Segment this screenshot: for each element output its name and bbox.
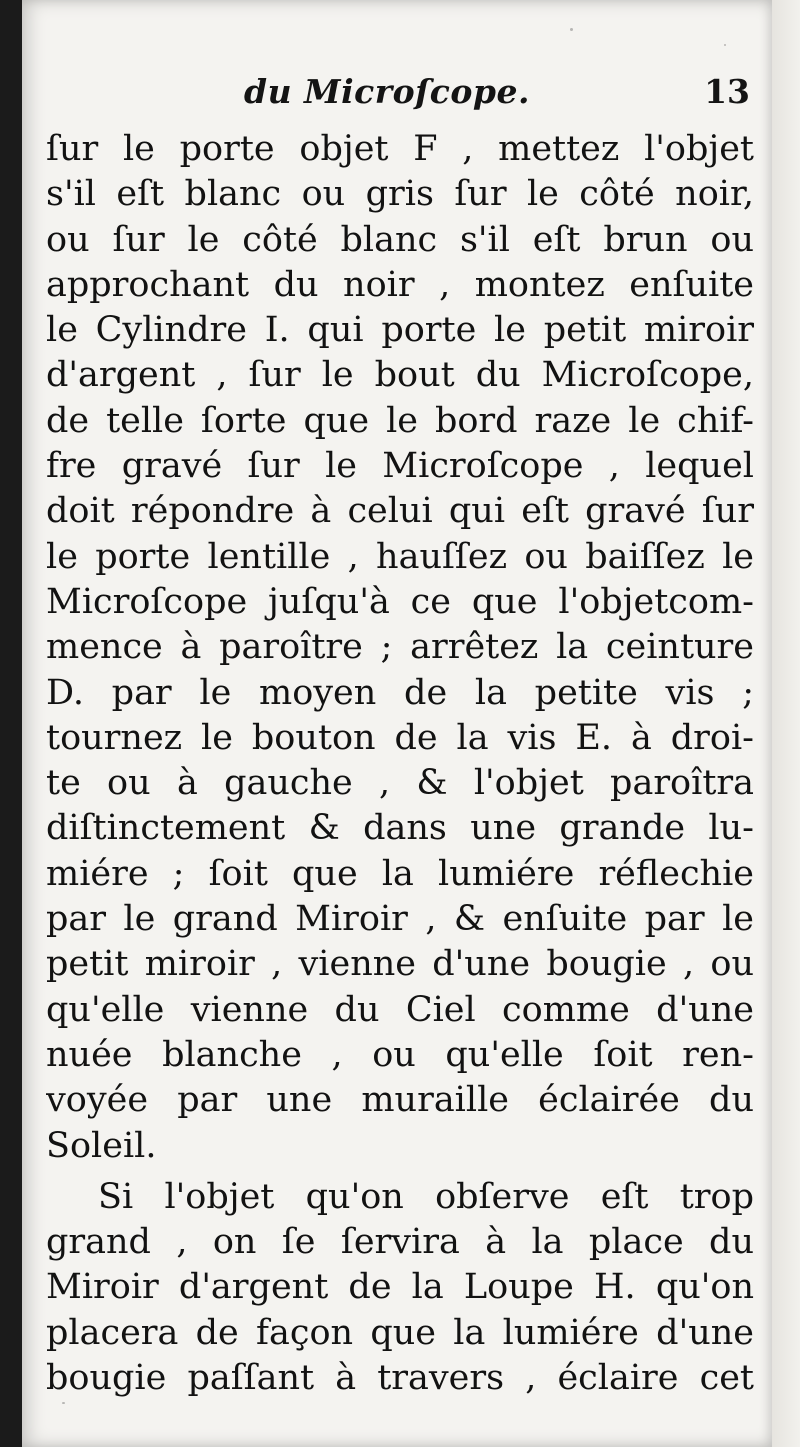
text-line: ou ſur le côté blanc s'il eſt brun ou (46, 219, 754, 260)
paper-speck (724, 44, 726, 46)
text-line: le Cylindre I. qui porte le petit miroir (46, 310, 754, 351)
running-title: du Microſcope. (244, 72, 530, 111)
body-text (46, 127, 754, 1401)
text-line: s'il eſt blanc ou gris ſur le côté noir, (46, 174, 754, 215)
text-line: de telle ſorte que le bord raze le chif- (46, 400, 754, 441)
page-header (22, 70, 772, 120)
text-line: Si l'objet qu'on obſerve eſt trop (98, 1176, 754, 1217)
paper-speck (62, 1402, 65, 1404)
text-line: D. par le moyen de la petite vis ; (46, 672, 754, 713)
text-line: placera de façon que la lumiére d'une (46, 1312, 754, 1353)
text-line: te ou à gauche , & l'objet paroîtra (46, 763, 754, 804)
text-line: bougie paſſant à travers , éclaire cet (46, 1358, 754, 1399)
text-line: tournez le bouton de la vis E. à droi- (46, 717, 754, 758)
text-line: miére ; ſoit que la lumiére réflechie (46, 853, 754, 894)
text-line: diſtinctement & dans une grande lu- (46, 808, 754, 849)
text-line: d'argent , ſur le bout du Microſcope, (46, 355, 754, 396)
text-line: le porte lentille , hauſſez ou baiſſez le (46, 536, 754, 577)
text-line: petit miroir , vienne d'une bougie , ou (46, 944, 754, 985)
paragraph (46, 1175, 754, 1401)
paragraph (46, 127, 754, 1169)
paper-speck (570, 28, 573, 31)
text-line: par le grand Miroir , & enſuite par le (46, 899, 754, 940)
text-line: mence à paroître ; arrêtez la ceinture (46, 627, 754, 668)
text-line: approchant du noir , montez enſuite (46, 264, 754, 305)
text-line: ſur le porte objet F , mettez l'objet (46, 129, 754, 169)
book-page (22, 0, 772, 1447)
text-line: Miroir d'argent de la Loupe H. qu'on (46, 1267, 754, 1308)
page-edge (772, 0, 800, 1447)
text-line: nuée blanche , ou qu'elle ſoit ren- (46, 1034, 754, 1075)
text-line: qu'elle vienne du Ciel comme d'une (46, 989, 754, 1030)
text-line: voyée par une muraille éclairée du (46, 1080, 754, 1121)
text-line: grand , on ſe ſervira à la place du (46, 1222, 754, 1263)
text-line: doit répondre à celui qui eſt gravé ſur (46, 491, 754, 532)
page-number: 13 (704, 72, 750, 111)
text-line: Soleil. (46, 1125, 157, 1166)
text-line: fre gravé ſur le Microſcope , lequel (46, 446, 754, 487)
text-line: Microſcope juſqu'à ce que l'objetcom- (46, 581, 754, 622)
